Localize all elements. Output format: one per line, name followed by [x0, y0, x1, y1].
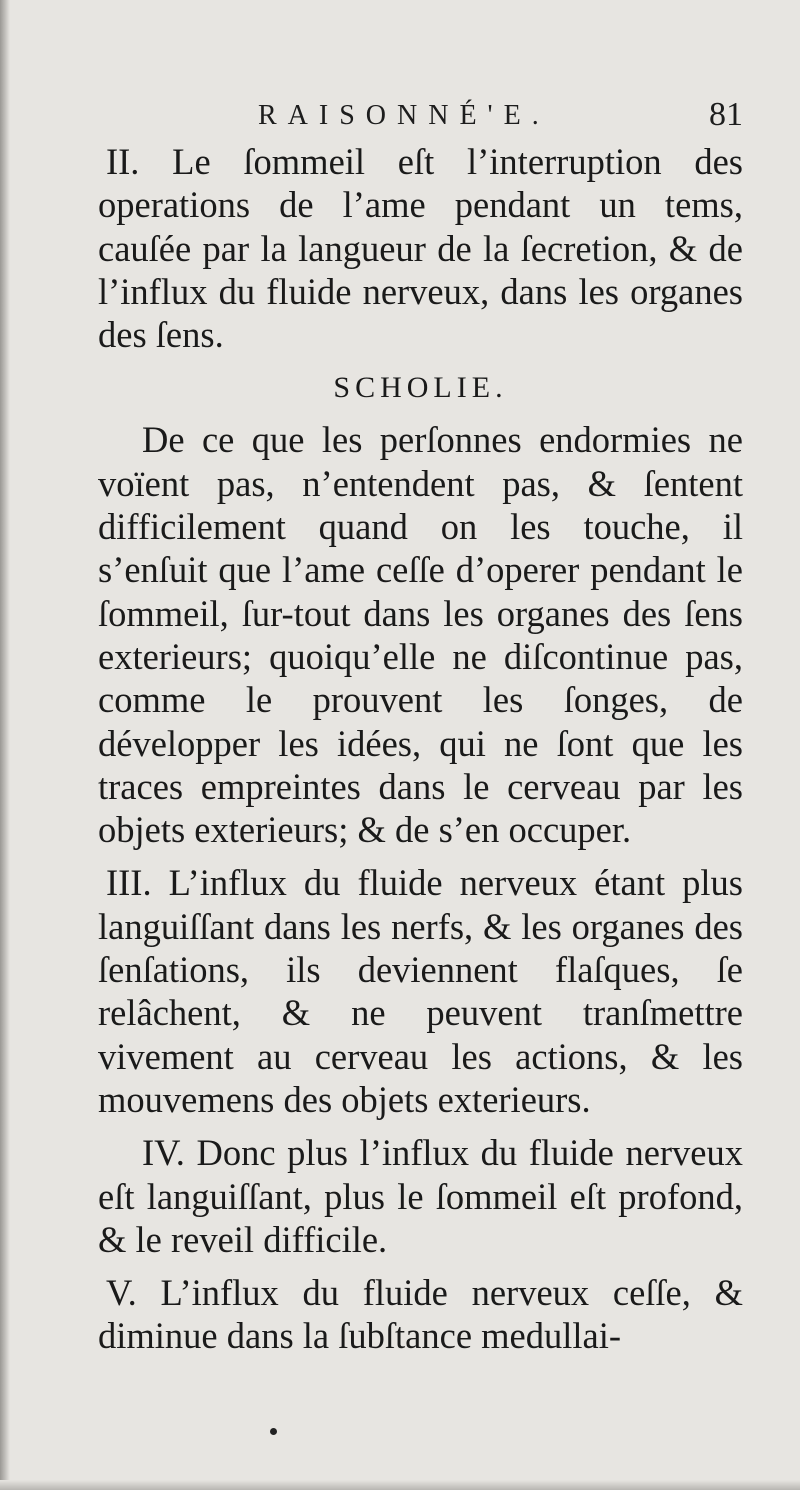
running-head: RAISONNÉ'E. [258, 100, 550, 131]
page-number: 81 [709, 96, 743, 133]
paragraph-iii: III. L’influx du fluide nerveux étant plus languiſſant dans les nerfs, & les organes des ſenſations, ils deviennent flaſques, ſe relâchent, & ne peuvent tranſmettre vivement au cerveau les actions, & les mouvemens des objets exterieurs. [98, 862, 743, 1120]
paragraph-v: V. L’influx du fluide nerveux ceſſe, & diminue dans la ſubſtance medullai- [98, 1272, 743, 1357]
body-text [98, 140, 743, 1358]
page-binding-shadow [0, 0, 10, 1490]
paragraph-ii: II. Le ſommeil eſt l’interruption des operations de l’ame pendant un tems, cauſée par la langueur de la ſecretion, & de l’influx du fluide nerveux, dans les organes des ſens. [98, 141, 743, 356]
page-header [98, 96, 743, 146]
page-bottom-edge [0, 1480, 800, 1490]
scholie-heading: SCHOLIE. [333, 371, 508, 405]
paragraph-iv: IV. Donc plus l’influx du fluide nerveux eſt languiſſant, plus le ſommeil eſt profond, & le reveil difficile. [98, 1132, 743, 1260]
footer-dot-mark [270, 1428, 277, 1435]
scholie-paragraph: De ce que les perſonnes endormies ne voïent pas, n’entendent pas, & ſentent difficilement quand on les touche, il s’enſuit que l’ame ceſſe d’operer pendant le ſommeil, ſur-tout dans les organes des ſens exterieurs; quoiqu’elle ne diſcontinue pas, comme le prouvent les ſonges, de développer les idées, qui ne ſont que les traces empreintes dans le cerveau par les objets exterieurs; & de s’en occuper. [98, 419, 743, 851]
